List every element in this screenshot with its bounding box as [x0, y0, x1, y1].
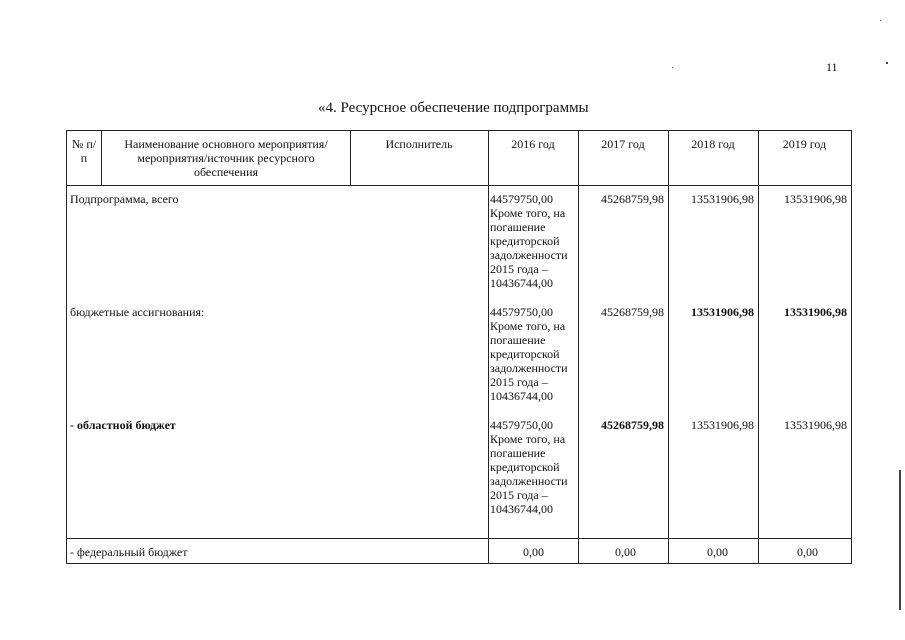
- page-number: 11: [826, 60, 838, 74]
- scan-dot: [672, 67, 673, 68]
- cell-2018: 13531906,98: [691, 418, 754, 432]
- cell-2019: 13531906,98: [784, 305, 847, 319]
- header-2018: 2018 год: [691, 137, 735, 151]
- cell-2019: 13531906,98: [784, 418, 847, 432]
- scan-dot: [886, 62, 888, 64]
- cell-2016: 44579750,00 Кроме того, на погашение кредиторской задолженности 2015 года – 10436744,00: [490, 305, 568, 403]
- cell-2018: 0,00: [707, 545, 728, 559]
- row-label: Подпрограмма, всего: [70, 192, 179, 206]
- cell-2019: 0,00: [797, 545, 818, 559]
- cell-2016: 0,00: [523, 545, 544, 559]
- header-num: № п/п: [71, 137, 97, 165]
- cell-2017: 45268759,98: [601, 305, 664, 319]
- scan-edge-line: [899, 470, 901, 610]
- header-name: Наименование основного мероприятия/мероприятия/источник ресурсного обеспечения: [124, 137, 328, 179]
- cell-2017: 45268759,98: [601, 192, 664, 206]
- header-2017: 2017 год: [601, 137, 645, 151]
- scan-dot: [880, 20, 881, 21]
- cell-2016: 44579750,00 Кроме того, на погашение кредиторской задолженности 2015 года – 10436744,00: [490, 192, 568, 290]
- cell-2019: 13531906,98: [784, 192, 847, 206]
- cell-2017: 45268759,98: [601, 418, 664, 432]
- section-title: «4. Ресурсное обеспечение подпрограммы: [318, 100, 589, 116]
- cell-2018: 13531906,98: [691, 192, 754, 206]
- row-label: бюджетные ассигнования:: [70, 305, 205, 319]
- cell-2016: 44579750,00 Кроме того, на погашение кредиторской задолженности 2015 года – 10436744,00: [490, 418, 568, 516]
- row-label: - областной бюджет: [70, 418, 176, 432]
- header-2016: 2016 год: [511, 137, 555, 151]
- header-2019: 2019 год: [782, 137, 827, 151]
- header-executor: Исполнитель: [385, 137, 453, 151]
- row-label: - федеральный бюджет: [70, 545, 188, 559]
- cell-2018: 13531906,98: [691, 305, 754, 319]
- cell-2017: 0,00: [615, 545, 636, 559]
